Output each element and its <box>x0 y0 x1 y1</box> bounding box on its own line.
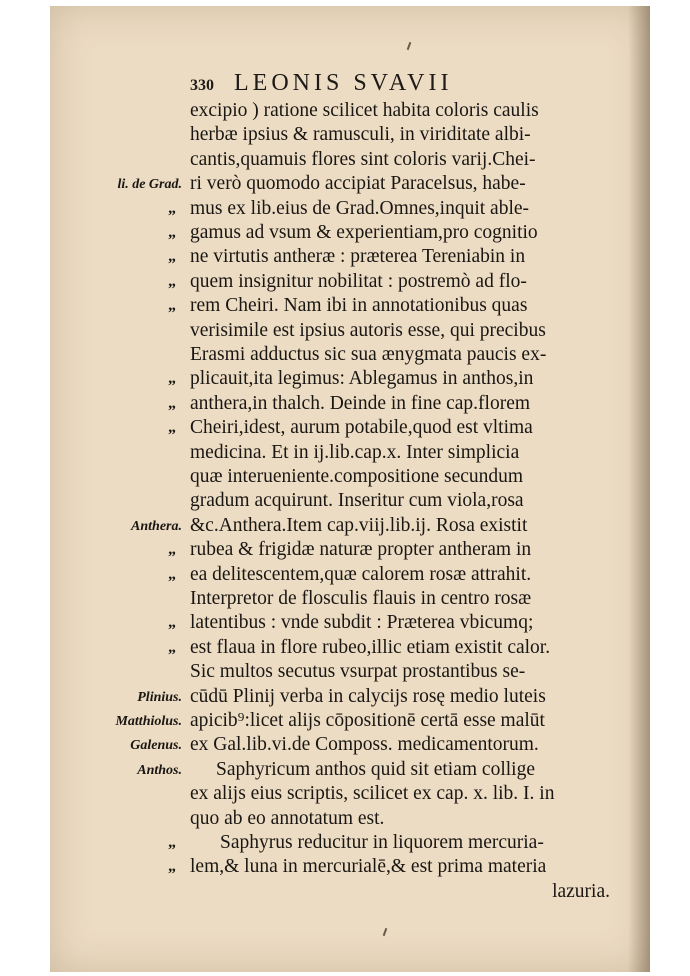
text-line: latentibus : vnde subdit : Præterea vbicumq; <box>190 612 534 634</box>
text-line: ne virtutis antheræ : præterea Tereniabin in <box>190 246 526 268</box>
text-line: Interpretor de flosculis flauis in centro rosæ <box>190 588 532 609</box>
marginal-note: Anthera. <box>131 518 182 534</box>
text-line: ex alijs eius scriptis, scilicet ex cap. x. lib. I. in <box>190 783 555 805</box>
text-line: ex Gal.lib.vi.de Composs. medicamentorum. <box>190 734 539 756</box>
quotation-mark: „ <box>168 297 176 315</box>
marginal-note: Galenus. <box>130 738 182 754</box>
quotation-mark: „ <box>168 541 176 559</box>
marginal-note: Plinius. <box>137 689 182 705</box>
quotation-mark: „ <box>168 419 176 437</box>
text-line: Erasmi adductus sic sua ænygmata paucis ex- <box>190 344 547 365</box>
text-line: verisimile est ipsius autoris esse, qui precibus <box>190 319 546 341</box>
text-line: &c.Anthera.Item cap.viij.lib.ij. Rosa existit <box>190 514 528 536</box>
text-line: quem insignitur nobilitat : postremò ad flo- <box>190 270 527 292</box>
marginal-note: li. de Grad. <box>117 177 182 193</box>
text-line: lazuria. <box>552 880 610 902</box>
text-line: ea delitescentem,quæ calorem rosæ attrahit. <box>190 563 532 585</box>
text-line: ri verò quomodo accipiat Paracelsus, habe- <box>190 173 526 195</box>
quotation-mark: „ <box>168 858 176 876</box>
text-line: quo ab eo annotatum est. <box>190 807 385 829</box>
text-line: cūdū Plinij verba in calycijs rosę medio luteis <box>190 685 546 707</box>
quotation-mark: „ <box>168 370 176 388</box>
quotation-mark: „ <box>168 565 176 583</box>
text-line: anthera,in thalch. Deinde in fine cap.florem <box>190 392 531 414</box>
text-line: herbæ ipsius & ramusculi, in viriditate albi- <box>190 124 531 146</box>
marginal-note: Anthos. <box>137 762 182 778</box>
text-line: plicauit,ita legimus: Ablegamus in anthos,in <box>190 368 534 390</box>
text-line: gamus ad vsum & experientiam,pro cognitio <box>190 222 538 243</box>
text-line: Saphyrus reducitur in liquorem mercuria- <box>220 832 544 853</box>
quotation-mark: „ <box>168 614 176 632</box>
page-number: 330 <box>190 77 214 94</box>
text-line: Sic multos secutus vsurpat prostantibus se- <box>190 661 526 683</box>
text-line: lem,& luna in mercurialē,& est prima materia <box>190 856 547 878</box>
text-line: Cheiri,idest, aurum potabile,quod est vltima <box>190 417 533 439</box>
text-line: apicib⁹:licet alijs cōpositionē certā esse malūt <box>190 710 545 731</box>
quotation-mark: „ <box>168 638 176 656</box>
text-line: Saphyricum anthos quid sit etiam collige <box>216 758 535 780</box>
marginal-note: Matthiolus. <box>115 714 182 729</box>
quotation-mark: „ <box>168 248 176 266</box>
running-header <box>190 70 452 97</box>
quotation-mark: „ <box>168 224 176 241</box>
text-line: quæ interueniente.compositione secundum <box>190 466 524 487</box>
quotation-mark: „ <box>168 272 176 290</box>
text-line: rem Cheiri. Nam ibi in annotationibus quas <box>190 295 528 317</box>
text-line: cantis,quamuis flores sint coloris varij.Chei- <box>190 148 536 170</box>
text-line: est flaua in flore rubeo,illic etiam existit calor. <box>190 636 551 658</box>
quotation-mark: „ <box>168 199 176 217</box>
page-gutter-shadow <box>628 6 650 972</box>
text-line: excipio ) ratione scilicet habita coloris caulis <box>190 100 539 121</box>
text-line: medicina. Et in ij.lib.cap.x. Inter simplicia <box>190 441 520 463</box>
text-line: mus ex lib.eius de Grad.Omnes,inquit able- <box>190 197 530 219</box>
quotation-mark: „ <box>168 834 176 851</box>
quotation-mark: „ <box>168 394 176 412</box>
running-title: LEONIS SVAVII <box>234 70 453 96</box>
text-line: gradum acquirunt. Inseritur cum viola,rosa <box>190 490 524 512</box>
text-line: rubea & frigidæ naturæ propter antheram in <box>190 539 532 561</box>
